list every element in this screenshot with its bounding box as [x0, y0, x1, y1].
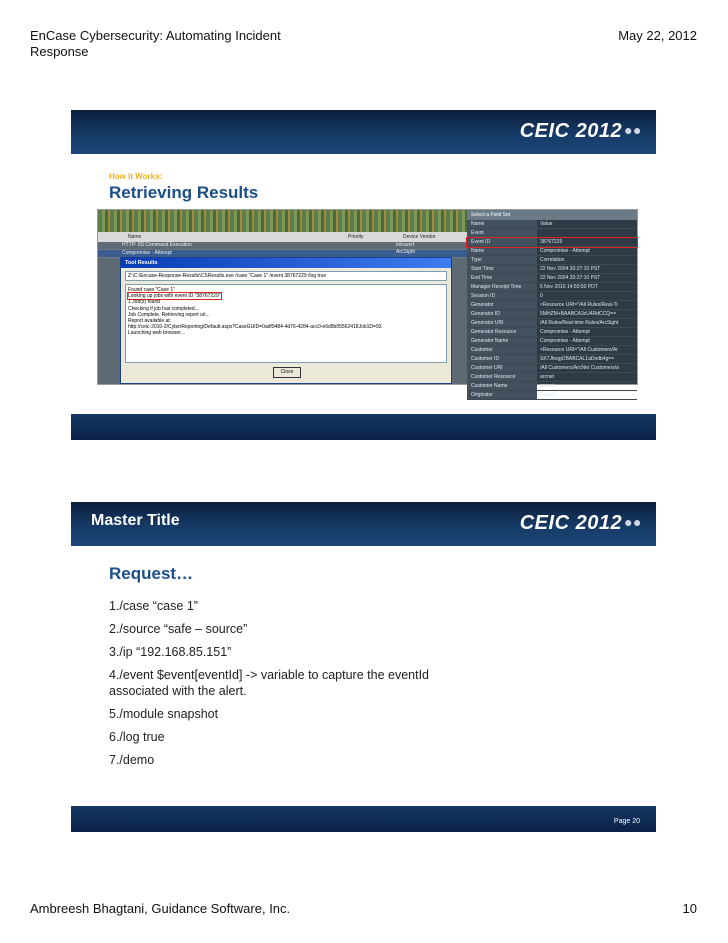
- property-row: Customer ID SK7JfeqgOBABCAL1aDodb4g==: [467, 355, 637, 364]
- property-row-event-id: Event ID 38767229: [467, 238, 637, 247]
- property-row: Manager Receipt Time 5 Nov 2010 14:50:50 PDT: [467, 283, 637, 292]
- ceic-logo: CEIC 2012 ●●: [519, 512, 642, 534]
- highlighted-event-lookup: Looking up jobs with event ID "38767229": [128, 293, 221, 300]
- list-item: 2./source “safe – source”: [109, 622, 248, 636]
- property-row: Customer Resource arcnet: [467, 373, 637, 382]
- event-properties-panel: [467, 210, 637, 398]
- slide-master-title: Master Title: [91, 512, 180, 529]
- list-item: 5./module snapshot: [109, 707, 219, 721]
- property-row: Originator Source: [467, 391, 637, 400]
- tool-results-window: [120, 257, 452, 384]
- screenshot-arcsight: [97, 209, 638, 398]
- property-row: Customer Name arcnet: [467, 382, 637, 391]
- property-row: Name Compromise - Attempt: [467, 247, 637, 256]
- property-row: Generator URI /All Rules/Real-time Rules/ArcSight: [467, 319, 637, 328]
- property-row: End Time 22 Nov 2004 20:27:10 PST: [467, 274, 637, 283]
- list-item: 6./log true: [109, 730, 165, 744]
- property-row: Generator ID 5MHZM+BAABCA3cU4RdCCQ==: [467, 310, 637, 319]
- window-titlebar: Tool Results: [121, 258, 451, 268]
- document-date: May 22, 2012: [618, 28, 697, 43]
- close-button[interactable]: Close: [273, 367, 301, 378]
- document-title: EnCase Cybersecurity: Automating Incident Response: [30, 28, 281, 59]
- list-item: 3./ip “192.168.85.151”: [109, 645, 232, 659]
- slide-footer-band: [71, 414, 656, 440]
- property-row: Event: [467, 229, 637, 238]
- slide-request: [71, 502, 656, 832]
- page-number: 10: [682, 901, 697, 916]
- slide-eyebrow: How It Works:: [109, 172, 163, 181]
- tool-output: Found case "Case 1" Looking up jobs with event ID "38767229" 1 Job(s) found Checking if job has completed... Job Complete. Retrieving report url... Report available at: http://ceic-2010-2/CyberReporting/Default.aspx?CaseGUID=0adf9484-4d76-4284-acc0-e6d9b05562418Job1D=93 Launching web browser...: [125, 284, 447, 363]
- author-credit: Ambreesh Bhagtani, Guidance Software, Inc.: [30, 901, 291, 916]
- property-row: Generator Resource Compromise - Attempt: [467, 328, 637, 337]
- list-header: Name Priority Device Vendor: [98, 232, 467, 242]
- command-field[interactable]: Z:\C:\Encase-Response-Results\CSResults.exe /case "Case 1" /event 38767229 /log true: [125, 271, 447, 281]
- property-row: Start Time 22 Nov 2004 20:27:10 PST: [467, 265, 637, 274]
- property-row: Type Correlation: [467, 256, 637, 265]
- property-row: Session ID 0: [467, 292, 637, 301]
- list-item: 1./case “case 1”: [109, 599, 198, 613]
- slide-retrieving-results: [71, 110, 656, 440]
- slide-page-number: Page 20: [613, 818, 640, 825]
- list-item[interactable]: Compromise - Attempt ArcSight: [98, 250, 467, 258]
- slide-title: Retrieving Results: [109, 183, 259, 202]
- property-row: Customer <Resource URI="/All Customers/Ar: [467, 346, 637, 355]
- field-set-toolbar[interactable]: Select a Field Set: [467, 210, 637, 220]
- slide-header-band: [71, 502, 656, 546]
- slide-heading: Request…: [109, 564, 194, 583]
- list-item[interactable]: HTTP: IIS Command Execution Intruvert: [98, 242, 467, 250]
- ceic-logo: CEIC 2012 ●●: [519, 120, 642, 142]
- property-row: Customer URI /All Customers/ArcNet Customers/a: [467, 364, 637, 373]
- property-row: Generator Name Compromise - Attempt: [467, 337, 637, 346]
- request-steps-list: [109, 598, 469, 775]
- list-item: 4./event $event[eventId] -> variable to capture the eventId associated with the alert.: [109, 668, 430, 698]
- list-item: 7./demo: [109, 753, 155, 767]
- slide-header-band: [71, 110, 656, 154]
- property-header: Name Value: [467, 220, 637, 229]
- property-row: Generator <Resource URI="/All Rules/Real-Ti: [467, 301, 637, 310]
- slide-footer-band: [71, 806, 656, 832]
